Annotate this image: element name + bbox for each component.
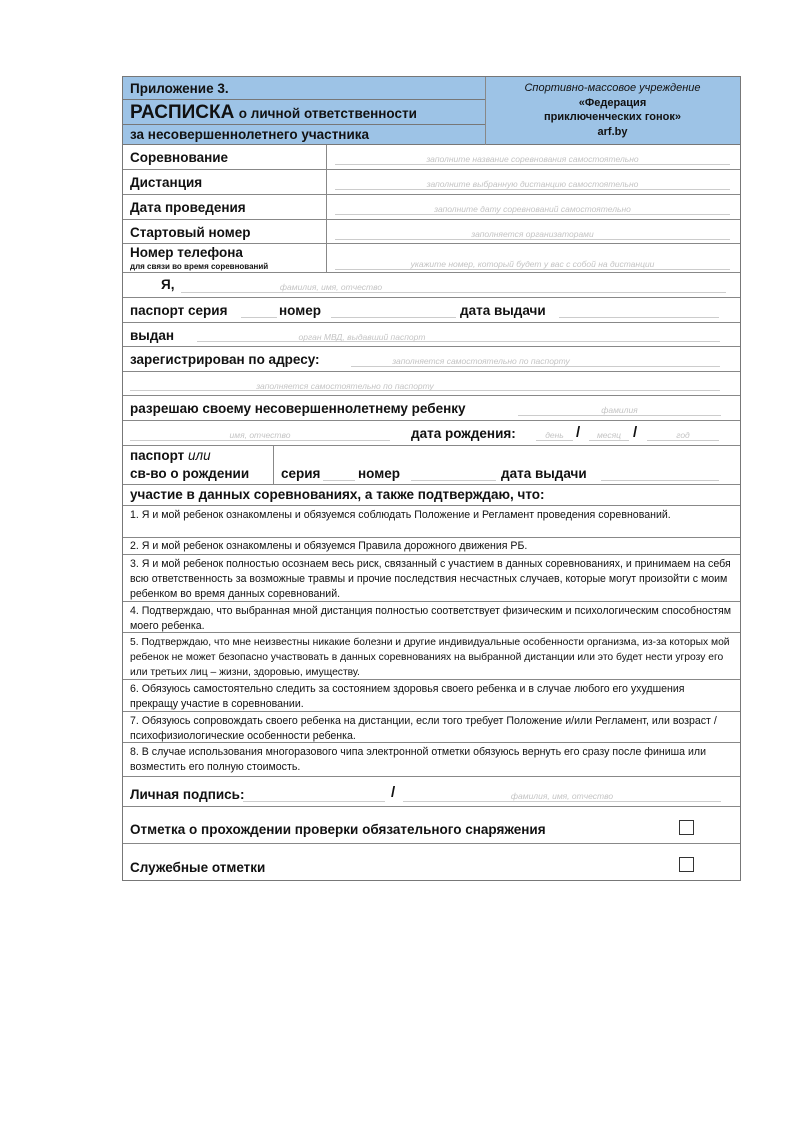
participation-label: участие в данных соревнованиях, а также подтверждаю, что:: [130, 487, 545, 502]
issue-date-label: дата выдачи: [460, 303, 546, 318]
org-block: [485, 81, 740, 139]
org-type: Спортивно-массовое учреждение: [524, 82, 701, 94]
child-name-dob-row[interactable]: [123, 421, 740, 446]
issue-date-label: дата выдачи: [501, 466, 587, 481]
statement-text: 7. Обязуюсь сопровождать своего ребенка на дистанции, если того требует Положение и/или Регламент, или возраст / психофизиологические особенности ребенка.: [130, 715, 717, 742]
org-name-2: приключенческих гонок»: [544, 111, 681, 123]
field-label: Номер телефона: [130, 245, 243, 260]
birth-cert-label: св-во о рождении: [130, 466, 250, 481]
field-placeholder: заполните дату соревнований самостоятельно: [434, 204, 631, 214]
month-placeholder: месяц: [596, 430, 622, 440]
day-placeholder: день: [545, 430, 564, 440]
statement-item: [123, 633, 740, 680]
statement-text: 6. Обязуюсь самостоятельно следить за состоянием здоровья своего ребенка и в случае любого его ухудшения прекращу участие в соревновании.: [130, 683, 685, 710]
slash: /: [633, 424, 638, 441]
statement-text: 5. Подтверждаю, что мне неизвестны никакие болезни и другие индивидуальные особенности организма, из-за которых мой ребенок не может безопасно участвовать в данных соревнованиях на выбранной дистанции или это будет нести угрозу его или третьих лиц – жизни, здоровью, имуществу.: [130, 637, 730, 678]
statement-item: [123, 538, 740, 555]
statement-item: [123, 602, 740, 633]
field-sublabel: для связи во время соревнований: [130, 262, 269, 271]
signature-label: Личная подпись:: [130, 787, 245, 802]
parent-fio-row[interactable]: [123, 273, 740, 298]
form-subtitle: за несовершеннолетнего участника: [130, 127, 370, 142]
fio-placeholder: фамилия, имя, отчество: [279, 282, 383, 292]
statement-text: 3. Я и мой ребенок полностью осознаем весь риск, связанный с участием в данных соревнованиях, и принимаем на себя всю ответственность за возможные травмы и прочие последствия несчастных случаев, которые могут произойти с моим ребенком во время данных соревнований.: [130, 558, 731, 600]
field-placeholder: укажите номер, который будет у вас с собой на дистанции: [410, 259, 655, 269]
issued-by-placeholder: орган МВД, выдавший паспорт: [298, 332, 426, 342]
field-distance[interactable]: [123, 170, 740, 195]
slash: /: [391, 784, 396, 801]
participation-row: [123, 485, 740, 506]
field-label: Соревнование: [130, 150, 229, 165]
address-row[interactable]: [123, 347, 740, 372]
receipt-form: [122, 76, 741, 881]
name-placeholder: имя, отчество: [229, 430, 291, 440]
org-name: «Федерация: [578, 96, 647, 109]
child-surname-row[interactable]: [123, 396, 740, 421]
statement-text: 1. Я и мой ребенок ознакомлены и обязуемся соблюдать Положение и Регламент проведения соревнований.: [130, 509, 671, 521]
field-label: Дата проведения: [130, 200, 246, 215]
appendix-label: Приложение 3.: [130, 81, 229, 96]
issued-by-label: выдан: [130, 328, 175, 343]
address-placeholder: заполняется самостоятельно по паспорту: [256, 381, 434, 391]
statement-item: [123, 680, 740, 712]
statement-item: [123, 555, 740, 602]
year-placeholder: год: [676, 430, 690, 440]
equipment-check-label: Отметка о прохождении проверки обязательного снаряжения: [130, 822, 546, 837]
parent-passport-row[interactable]: [123, 298, 740, 323]
dob-label: дата рождения:: [411, 426, 516, 441]
address-row-2[interactable]: [123, 372, 740, 396]
field-label: Стартовый номер: [130, 225, 251, 240]
statement-item: [123, 712, 740, 743]
equipment-check-row: [123, 807, 740, 844]
passport-number-label: номер: [279, 303, 321, 318]
statement-text: 8. В случае использования многоразового чипа электронной отметки обязуюсь вернуть его сразу после финиша или возместить его полную стоимость.: [130, 746, 707, 773]
field-competition[interactable]: [123, 145, 740, 170]
form-header: [123, 77, 740, 145]
allow-child-label: разрешаю своему несовершеннолетнему ребенку: [130, 401, 466, 416]
address-placeholder: заполняется самостоятельно по паспорту: [392, 356, 570, 366]
org-site: arf.by: [597, 125, 628, 138]
statement-item: [123, 506, 740, 538]
child-document-row[interactable]: [123, 446, 740, 485]
form-title: РАСПИСКА о личной ответственности: [130, 102, 417, 123]
field-start-number[interactable]: [123, 220, 740, 244]
field-placeholder: заполните выбранную дистанцию самостоятельно: [426, 179, 639, 189]
service-marks-label: Служебные отметки: [130, 860, 266, 875]
series-label: серия: [281, 466, 321, 481]
surname-placeholder: фамилия: [601, 405, 638, 415]
slash: /: [576, 424, 581, 441]
equipment-checkbox[interactable]: [679, 820, 694, 835]
statement-item: [123, 743, 740, 777]
field-phone[interactable]: [123, 244, 740, 273]
issued-by-row[interactable]: [123, 323, 740, 347]
service-marks-row: [123, 844, 740, 880]
address-label: зарегистрирован по адресу:: [130, 352, 320, 367]
number-label: номер: [358, 466, 400, 481]
field-placeholder: заполняется организаторами: [471, 229, 594, 239]
field-date[interactable]: [123, 195, 740, 220]
statement-text: 2. Я и мой ребенок ознакомлены и обязуемся Правила дорожного движения РБ.: [130, 540, 528, 552]
field-placeholder: заполните название соревнования самостоятельно: [426, 154, 639, 164]
i-label: Я,: [161, 277, 175, 292]
doc-type-label: паспорт или: [130, 448, 211, 463]
signature-fio-placeholder: фамилия, имя, отчество: [510, 791, 614, 801]
passport-series-label: паспорт серия: [130, 303, 228, 318]
service-marks-checkbox[interactable]: [679, 857, 694, 872]
signature-row[interactable]: [123, 777, 740, 807]
field-label: Дистанция: [130, 175, 203, 190]
statement-text: 4. Подтверждаю, что выбранная мной дистанция полностью соответствует физическим и психологическим способностям моего ребенка.: [130, 605, 731, 632]
